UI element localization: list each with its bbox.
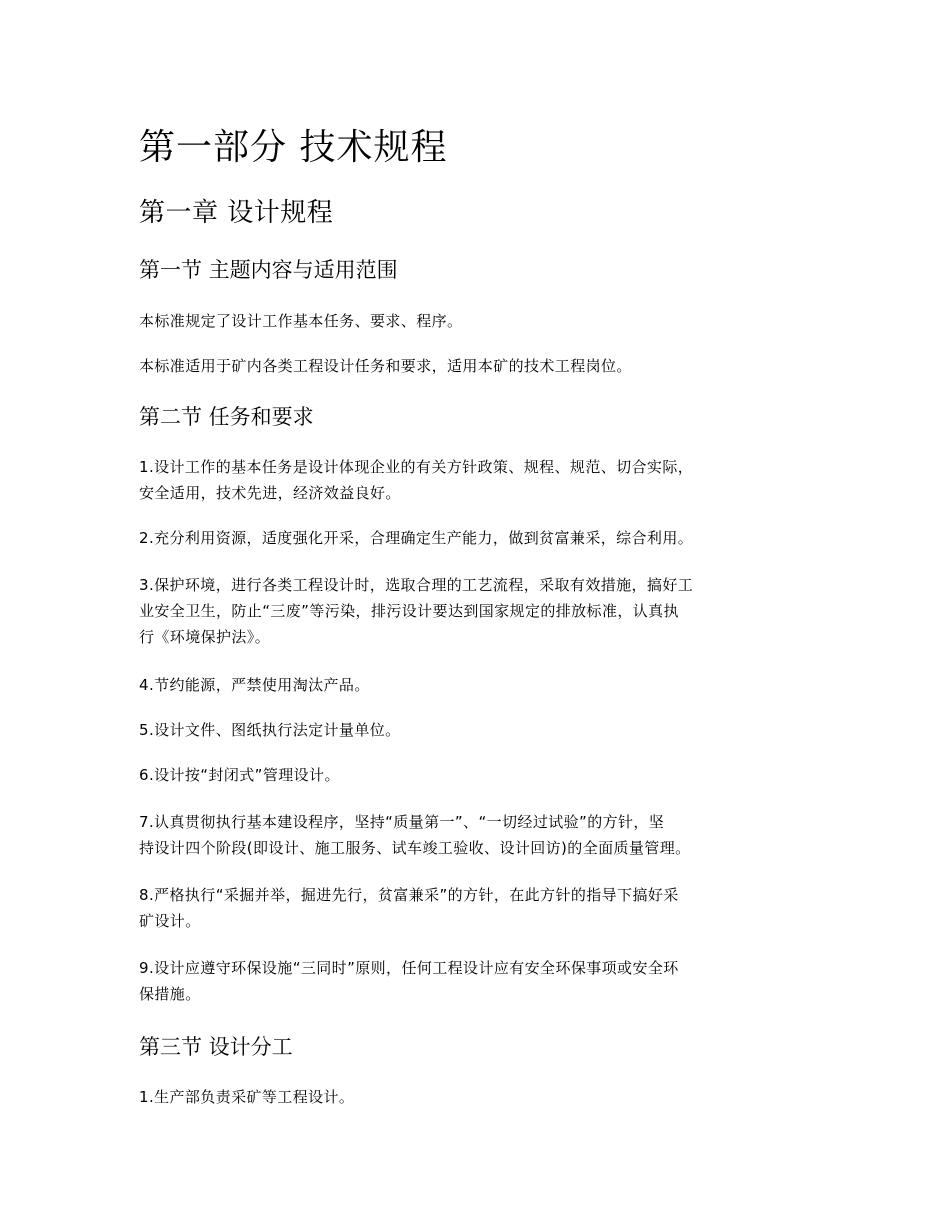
paragraph-line: 2.充分利用资源，适度强化开采，合理确定生产能力，做到贫富兼采，综合利用。 — [139, 529, 694, 547]
paragraph — [139, 454, 801, 506]
paragraph-line: 保措施。 — [139, 985, 201, 1003]
paragraph-line: 3.保护环境，进行各类工程设计时，选取合理的工艺流程，采取有效措施，搞好工 — [139, 576, 694, 594]
part-title: 第一部分 技术规程 — [139, 127, 448, 168]
chapter-title: 第一章 设计规程 — [139, 198, 334, 228]
section-title-3: 第三节 设计分工 — [139, 1035, 293, 1059]
paragraph — [139, 955, 801, 1007]
paragraph — [139, 1084, 801, 1110]
paragraph-line: 本标准适用于矿内各类工程设计任务和要求，适用本矿的技术工程岗位。 — [139, 357, 632, 375]
paragraph-line: 业安全卫生，防止“三废”等污染，排污设计要达到国家规定的排放标准，认真执 — [139, 602, 679, 620]
paragraph — [139, 672, 801, 698]
paragraph-line: 安全适用，技术先进，经济效益良好。 — [139, 484, 401, 502]
paragraph-line: 1.生产部负责采矿等工程设计。 — [139, 1088, 355, 1106]
section-title-2: 第二节 任务和要求 — [139, 405, 314, 429]
section-title-1: 第一节 主题内容与适用范围 — [139, 258, 398, 282]
paragraph-line: 1.设计工作的基本任务是设计体现企业的有关方针政策、规程、规范、切合实际， — [139, 458, 694, 476]
paragraph-line: 5.设计文件、图纸执行法定计量单位。 — [139, 721, 401, 739]
paragraph — [139, 762, 801, 788]
paragraph — [139, 353, 801, 379]
paragraph-line: 7.认真贯彻执行基本建设程序，坚持“质量第一”、“一切经过试验”的方针，坚 — [139, 813, 665, 831]
paragraph — [139, 809, 801, 861]
paragraph-line: 持设计四个阶段(即设计、施工服务、试车竣工验收、设计回访)的全面质量管理。 — [139, 839, 691, 857]
paragraph — [139, 525, 801, 551]
paragraph-line: 6.设计按“封闭式”管理设计。 — [139, 766, 340, 784]
paragraph — [139, 717, 801, 743]
paragraph-line: 矿设计。 — [139, 912, 201, 930]
paragraph-line: 8.严格执行“采掘并举，掘进先行，贫富兼采”的方针，在此方针的指导下搞好采 — [139, 886, 679, 904]
paragraph — [139, 882, 801, 934]
paragraph-line: 9.设计应遵守环保设施“三同时”原则，任何工程设计应有安全环保事项或安全环 — [139, 959, 679, 977]
paragraph-line: 行《环境保护法》。 — [139, 628, 271, 646]
paragraph-line: 4.节约能源，严禁使用淘汰产品。 — [139, 676, 370, 694]
paragraph — [139, 308, 801, 334]
paragraph — [139, 572, 801, 650]
paragraph-line: 本标准规定了设计工作基本任务、要求、程序。 — [139, 312, 463, 330]
